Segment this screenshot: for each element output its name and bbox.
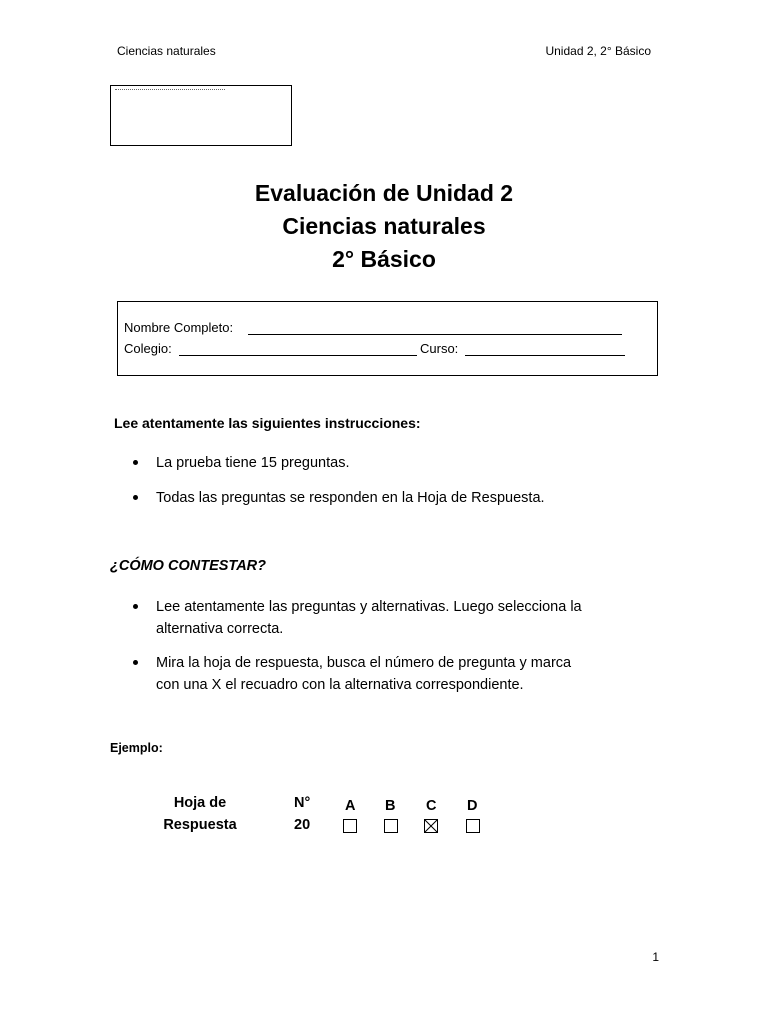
- option-label-d: D: [467, 798, 478, 814]
- option-checkbox-d[interactable]: [466, 819, 480, 833]
- question-number: 20: [294, 817, 311, 833]
- header-unit: Unidad 2, 2° Básico: [545, 44, 651, 58]
- school-field[interactable]: [179, 355, 417, 356]
- bullet-icon: [133, 495, 138, 500]
- option-checkbox-b[interactable]: [384, 819, 398, 833]
- page-title-line3: 2° Básico: [332, 246, 436, 272]
- option-checkbox-a[interactable]: [343, 819, 357, 833]
- example-label: Ejemplo:: [110, 741, 163, 755]
- instructions-heading: Lee atentamente las siguientes instrucciones:: [114, 415, 421, 431]
- name-label: Nombre Completo:: [124, 320, 234, 335]
- how-to-item-line2: alternativa correcta.: [156, 621, 284, 637]
- answer-sheet-label-line1: Hoja de: [173, 795, 227, 811]
- bullet-icon: [133, 660, 138, 665]
- student-info-box: [117, 301, 658, 376]
- school-label: Colegio:: [124, 341, 172, 356]
- how-to-item-line1: Lee atentamente las preguntas y alternativas. Luego selecciona la: [156, 599, 582, 615]
- page-title-line1: Evaluación de Unidad 2: [254, 180, 514, 206]
- question-number-header: N°: [294, 795, 311, 811]
- instruction-item: La prueba tiene 15 preguntas.: [156, 455, 350, 471]
- page-number: 1: [652, 950, 659, 964]
- page-title-line2: Ciencias naturales: [282, 213, 486, 239]
- how-to-item-line2: con una X el recuadro con la alternativa correspondiente.: [156, 677, 524, 693]
- option-label-a: A: [345, 798, 356, 814]
- bullet-icon: [133, 460, 138, 465]
- option-label-b: B: [385, 798, 396, 814]
- logo-box: [110, 85, 292, 146]
- course-field[interactable]: [465, 355, 625, 356]
- how-to-heading: ¿CÓMO CONTESTAR?: [110, 558, 266, 574]
- name-field[interactable]: [248, 334, 622, 335]
- logo-placeholder-line: [115, 89, 225, 91]
- x-mark-icon: [425, 820, 437, 832]
- bullet-icon: [133, 604, 138, 609]
- option-label-c: C: [426, 798, 437, 814]
- how-to-item-line1: Mira la hoja de respuesta, busca el número de pregunta y marca: [156, 655, 572, 671]
- instruction-item: Todas las preguntas se responden en la Hoja de Respuesta.: [156, 490, 545, 506]
- answer-sheet-label-line2: Respuesta: [163, 817, 237, 833]
- header-subject: Ciencias naturales: [117, 44, 216, 58]
- course-label: Curso:: [420, 341, 459, 356]
- option-checkbox-c[interactable]: [424, 819, 438, 833]
